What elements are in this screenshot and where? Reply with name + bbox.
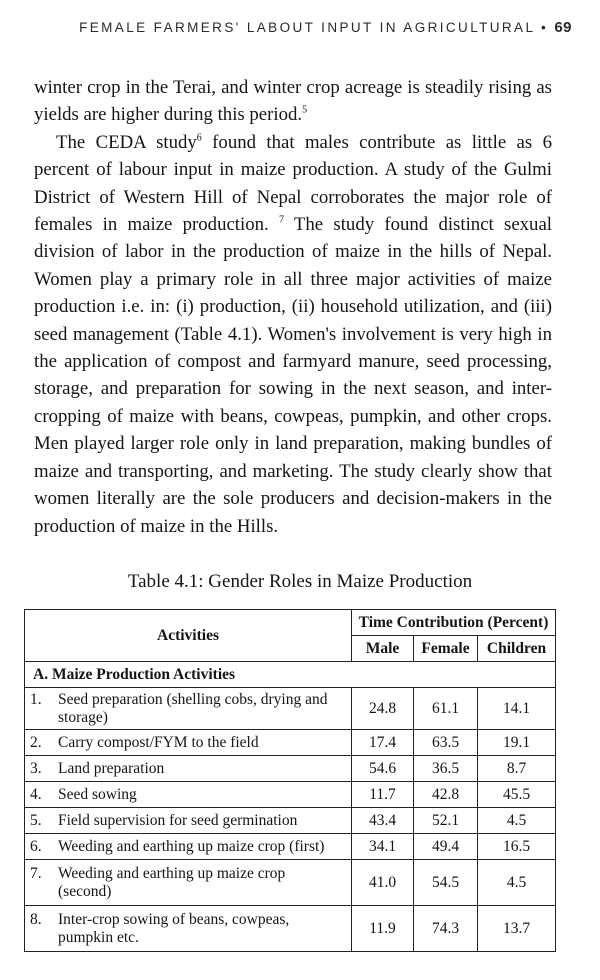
female-value: 74.3 [414,906,478,952]
male-value: 54.6 [352,756,414,782]
female-value: 36.5 [414,756,478,782]
table-caption: Table 4.1: Gender Roles in Maize Production [127,571,473,592]
children-value: 4.5 [478,860,556,906]
page-number: 69 [554,19,572,36]
children-value: 45.5 [478,782,556,808]
activity-name: Seed preparation (shelling cobs, drying and storage) [58,690,328,726]
male-header: Male [352,636,414,662]
table-row [25,688,556,730]
activity-name: Inter-crop sowing of beans, cowpeas, pumpkin etc. [58,910,290,946]
female-value: 63.5 [414,730,478,756]
header-bullet: • [541,20,549,35]
activity-name: Carry compost/FYM to the field [58,733,259,751]
children-value: 14.1 [478,688,556,730]
footnote-ref-5: 5 [302,105,308,117]
female-header: Female [414,636,478,662]
activity-name: Field supervision for seed germination [58,811,298,829]
time-contribution-header: Time Contribution (Percent) [352,610,556,636]
footnote-ref-6: 6 [196,132,202,144]
row-number: 2. [30,733,42,751]
paragraph-1 [34,74,552,129]
footnote-ref-7: 7 [279,214,284,226]
female-value: 52.1 [414,808,478,834]
activity-name: Weeding and earthing up maize crop (second) [58,864,286,900]
row-number: 5. [30,811,42,829]
table-row [25,906,556,952]
table-row [25,730,556,756]
row-number: 1. [30,690,42,708]
table-row [25,808,556,834]
male-value: 34.1 [352,834,414,860]
running-head [79,19,572,36]
activity-name: Weeding and earthing up maize crop (first) [58,837,325,855]
children-header: Children [478,636,556,662]
children-value: 13.7 [478,906,556,952]
male-value: 11.9 [352,906,414,952]
row-number: 8. [30,910,42,928]
table-row [25,756,556,782]
children-value: 8.7 [478,756,556,782]
paragraph-2-post: The study found distinct sexual division of labor in the production of maize in the hills of Nepal. Women play a primary role in all three major activities of maize production i.e. in: (i) production, (ii) household utilization, and (iii) seed management (Table 4.1). Women's involvement is very high in the application of compost and farmyard manure, seed processing, storage, and preparation for sowing in the next season, and inter-cropping of maize with beans, cowpeas, pumpkin, and other crops. Men played larger role only in land preparation, making bundles of maize and transporting, and marketing. The study clearly show that women literally are the sole producers and decision-makers in the production of maize in the Hills. [34,214,552,537]
paragraph-2 [34,129,552,540]
paragraph-2-pre: The CEDA study [56,131,197,153]
activity-name: Land preparation [58,759,165,777]
female-value: 61.1 [414,688,478,730]
row-number: 4. [30,785,42,803]
row-number: 6. [30,837,42,855]
activities-header: Activities [25,610,352,662]
table-row [25,834,556,860]
male-value: 41.0 [352,860,414,906]
children-value: 19.1 [478,730,556,756]
section-a-heading: A. Maize Production Activities [25,662,556,688]
children-value: 16.5 [478,834,556,860]
body-text [34,74,552,540]
row-number: 3. [30,759,42,777]
table-row [25,782,556,808]
male-value: 17.4 [352,730,414,756]
female-value: 54.5 [414,860,478,906]
female-value: 42.8 [414,782,478,808]
paragraph-2-mid: found that males contribute as little as 6 percent of labour input in maize production. A study of the Gulmi District of Western Hill of Nepal corroborates the major role of females in maize production. [34,131,552,236]
activity-name: Seed sowing [58,785,137,803]
gender-roles-table [24,609,556,952]
paragraph-1-text: winter crop in the Terai, and winter crop acreage is steadily rising as yields are higher during this period. [34,77,552,126]
running-title: FEMALE FARMERS' LABOUT INPUT IN AGRICULTURAL [79,20,535,35]
female-value: 49.4 [414,834,478,860]
table-row [25,860,556,906]
row-number: 7. [30,864,42,882]
children-value: 4.5 [478,808,556,834]
male-value: 11.7 [352,782,414,808]
male-value: 43.4 [352,808,414,834]
male-value: 24.8 [352,688,414,730]
